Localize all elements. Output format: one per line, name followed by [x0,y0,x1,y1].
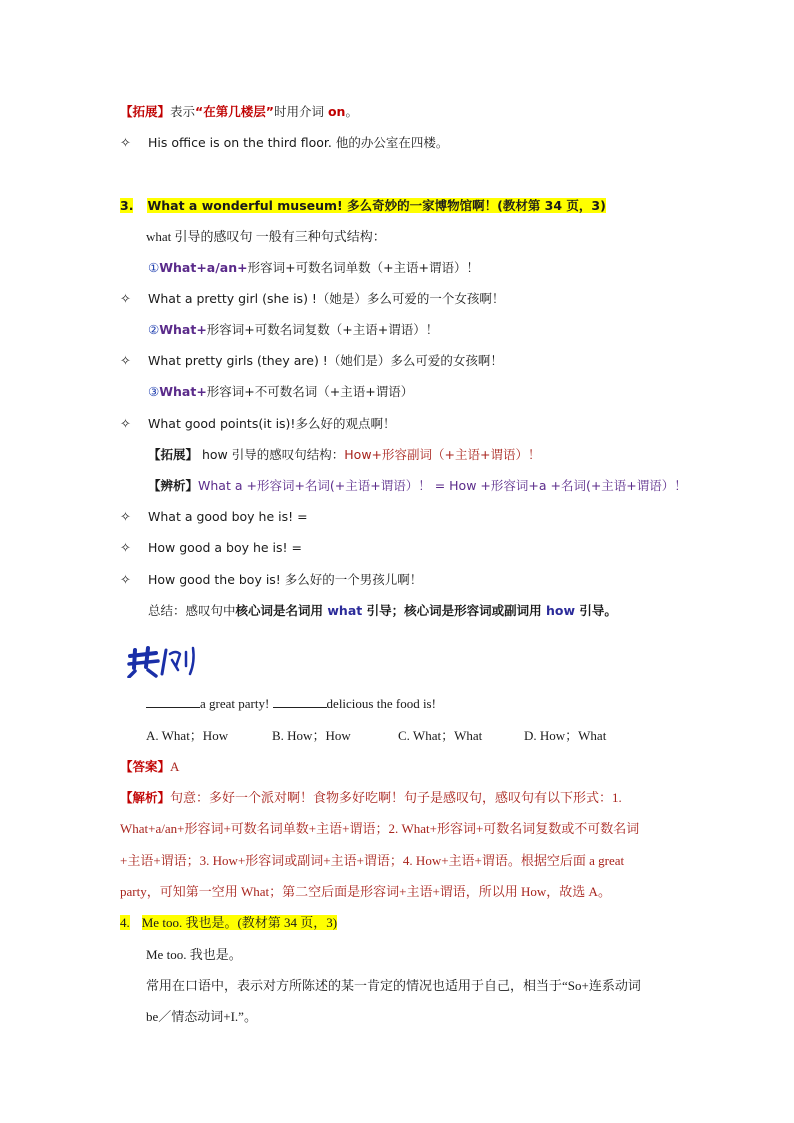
example-text: What a pretty girl (she is) !（她是）多么可爱的一个女孩啊！ [148,291,505,306]
question-part-1: a great party! [200,696,273,711]
example-text: How good the boy is! 多么好的一个男孩儿啊！ [148,572,423,587]
how-structure: How+形容副词（+主语+谓语）！ [344,447,541,462]
explanation-line-2: What+a/an+形容词+可数名词单数+主语+谓语；2. What+形容词+可数名词复数或不可数名词 [120,821,640,836]
option-b: B. How；How [272,728,351,743]
expand-tag: 【拓展】 [120,104,171,119]
structure-mark: ② [148,322,160,337]
summary-what: what [327,603,363,618]
option-d: D. How；What [524,728,607,743]
expand-how [148,446,540,464]
example-girl [120,290,504,309]
example-boy-2 [120,539,302,558]
diamond-bullet-icon: ✧ [120,136,131,151]
structure-rest: 形容词+可数名词复数（+主语+谓语）！ [206,322,439,337]
example-boy-1 [120,508,308,527]
example-logo-icon [126,644,200,678]
structure-1 [148,259,479,277]
structure-3 [148,383,413,401]
example-text: His office is on the third floor. 他的办公室在四楼。 [148,135,449,150]
explanation-line-4: party，可知第一空用 What；第二空后面是形容词+主语+谓语，所以用 How，故选 A。 [120,884,611,899]
item-heading-text: Me too. 我也是。(教材第 34 页，3) [141,915,338,930]
summary-how: how [545,603,575,618]
summary-noun: 核心词是名词用 [235,603,328,618]
summary-adj: 引导；核心词是形容词或副词用 [362,603,546,618]
expand-text: how 引导的感叹句结构： [198,447,345,462]
explanation-line-1 [120,789,622,807]
structure-rest: 形容词+可数名词单数（+主语+谓语）！ [247,260,480,275]
expand-tag: 【拓展】 [148,447,199,462]
structure-rest: 形容词+不可数名词（+主语+谓语） [206,384,414,399]
summary-end: 引导。 [575,603,617,618]
option-a: A. What；How [146,728,229,743]
preposition-on: on [327,104,346,119]
diamond-bullet-icon: ✧ [120,354,131,369]
diamond-bullet-icon: ✧ [120,541,131,556]
options-row [146,727,606,745]
expand-text-end: 。 [345,104,358,119]
floor-quote: “在第几楼层” [195,104,274,119]
usage-line-2: be／情态动词+I.”。 [146,1009,257,1024]
analysis-compare [148,477,687,495]
structure-mark: ① [148,260,160,275]
item-3-heading [120,197,606,215]
what-intro: what 引导的感叹句 一般有三种句式结构： [146,229,386,244]
item-number: 3. [120,198,134,213]
item-number: 4. [120,915,130,930]
explanation-text: 句意：多好一个派对啊！食物多好吃啊！句子是感叹句，感叹句有以下形式：1. [170,790,622,805]
example-boy-3 [120,571,422,590]
diamond-bullet-icon: ✧ [120,292,131,307]
structure-what: What+ [159,384,207,399]
item-4-heading [120,914,337,932]
question-part-2: delicious the food is! [326,696,436,711]
diamond-bullet-icon: ✧ [120,417,131,432]
answer-tag: 【答案】 [120,759,171,774]
example-office [120,134,448,153]
analysis-tag: 【辨析】 [148,478,199,493]
summary [148,602,617,620]
expand-text-pre: 表示 [170,104,196,119]
diamond-bullet-icon: ✧ [120,510,131,525]
answer-line [120,758,179,776]
example-text: What a good boy he is! = [148,509,308,524]
example-text: What good points(it is)!多么好的观点啊！ [148,416,396,431]
expand-text-mid: 时用介词 [273,104,328,119]
metoo-line: Me too. 我也是。 [146,947,242,962]
answer-blank-1 [146,695,200,708]
structure-what: What+ [159,322,207,337]
example-points [120,415,395,434]
explanation-tag: 【解析】 [120,790,171,805]
summary-pre: 总结：感叹句中 [148,603,236,618]
analysis-text: What a +形容词+名词(+主语+谓语）！ = How +形容词+a +名词(+主语+谓语）！ [198,478,687,493]
answer-blank-2 [273,695,327,708]
structure-2 [148,321,438,339]
example-text: What pretty girls (they are) !（她们是）多么可爱的女孩啊！ [148,353,503,368]
expand-floor-note [120,103,358,121]
explanation-line-3: +主语+谓语；3. How+形容词或副词+主语+谓语；4. How+主语+谓语。根据空后面 a great [120,853,625,868]
option-c: C. What；What [398,728,483,743]
example-question [146,695,436,713]
usage-line-1: 常用在口语中，表示对方所陈述的某一肯定的情况也适用于自己，相当于“So+连系动词 [146,978,641,993]
example-text: How good a boy he is! = [148,540,302,555]
structure-what: What+a/an+ [159,260,248,275]
example-girls [120,352,503,371]
diamond-bullet-icon: ✧ [120,573,131,588]
answer-value: A [170,759,180,774]
structure-mark: ③ [148,384,160,399]
item-heading-text: What a wonderful museum! 多么奇妙的一家博物馆啊！(教材第 34 页，3) [147,198,606,213]
